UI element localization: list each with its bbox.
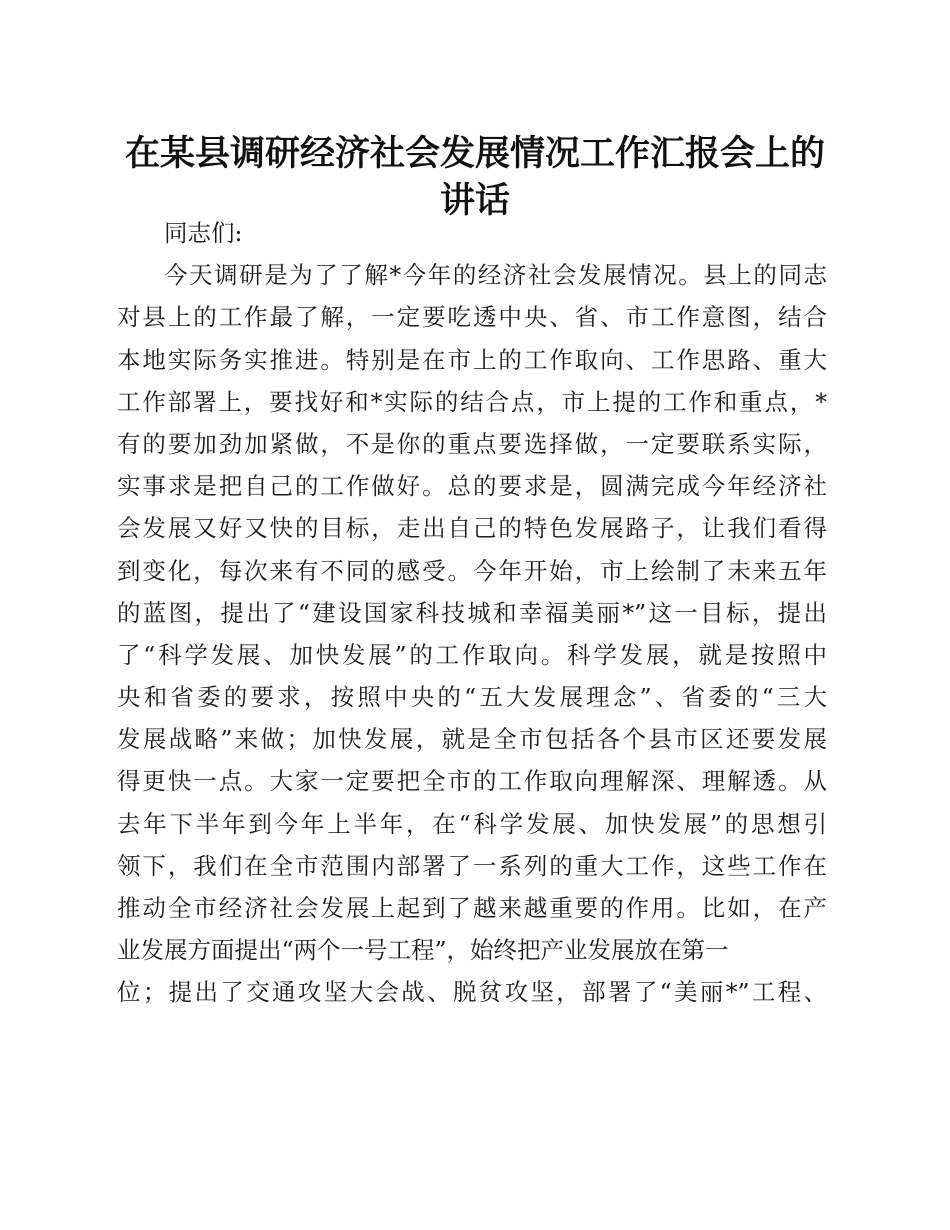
- document-title: [100, 130, 850, 224]
- paragraph-line: 去年下半年到今年上半年，在“科学发展、加快发展”的思想引: [117, 809, 827, 838]
- paragraph-line: 会发展又好又快的目标，走出自己的特色发展路子，让我们看得: [117, 514, 827, 543]
- title-line-2: 讲话: [439, 180, 510, 221]
- paragraph-line: 央和省委的要求，按照中央的“五大发展理念”、省委的“三大: [117, 683, 827, 712]
- paragraph-line: 到变化，每次来有不同的感受。今年开始，市上绘制了未来五年: [117, 556, 827, 585]
- paragraph-line: 推动全市经济社会发展上起到了越来越重要的作用。比如，在产: [117, 894, 827, 922]
- paragraph-line: 领下，我们在全市范围内部署了一系列的重大工作，这些工作在: [117, 851, 827, 880]
- paragraph-line: 实事求是把自己的工作做好。总的要求是，圆满完成今年经济社: [117, 472, 827, 501]
- document-body: [117, 212, 827, 1014]
- paragraph-line: 的蓝图，提出了“建设国家科技城和幸福美丽*”这一目标，提出: [117, 598, 827, 627]
- paragraph-line: 本地实际务实推进。特别是在市上的工作取向、工作思路、重大: [117, 345, 827, 374]
- paragraph-line: 业发展方面提出“两个一号工程”，始终把产业发展放在第一: [117, 936, 729, 965]
- salutation: 同志们:: [164, 219, 243, 247]
- paragraph-line: 对县上的工作最了解，一定要吃透中央、省、市工作意图，结合: [117, 303, 827, 332]
- paragraph-line: 发展战略”来做；加快发展，就是全市包括各个县市区还要发展: [117, 725, 827, 754]
- paragraph-line: 得更快一点。大家一定要把全市的工作取向理解深、理解透。从: [117, 767, 827, 796]
- paragraph-line: 了“科学发展、加快发展”的工作取向。科学发展，就是按照中: [117, 640, 827, 669]
- paragraph-line: 有的要加劲加紧做，不是你的重点要选择做，一定要联系实际，: [117, 429, 827, 458]
- paragraph-line: 位；提出了交通攻坚大会战、脱贫攻坚，部署了“美丽*”工程、: [117, 978, 827, 1007]
- title-line-1: 在某县调研经济社会发展情况工作汇报会上的: [124, 133, 825, 174]
- paragraph-line: 今天调研是为了了解*今年的经济社会发展情况。县上的同志: [164, 261, 827, 290]
- paragraph-line: 工作部署上，要找好和*实际的结合点，市上提的工作和重点，*: [117, 387, 827, 416]
